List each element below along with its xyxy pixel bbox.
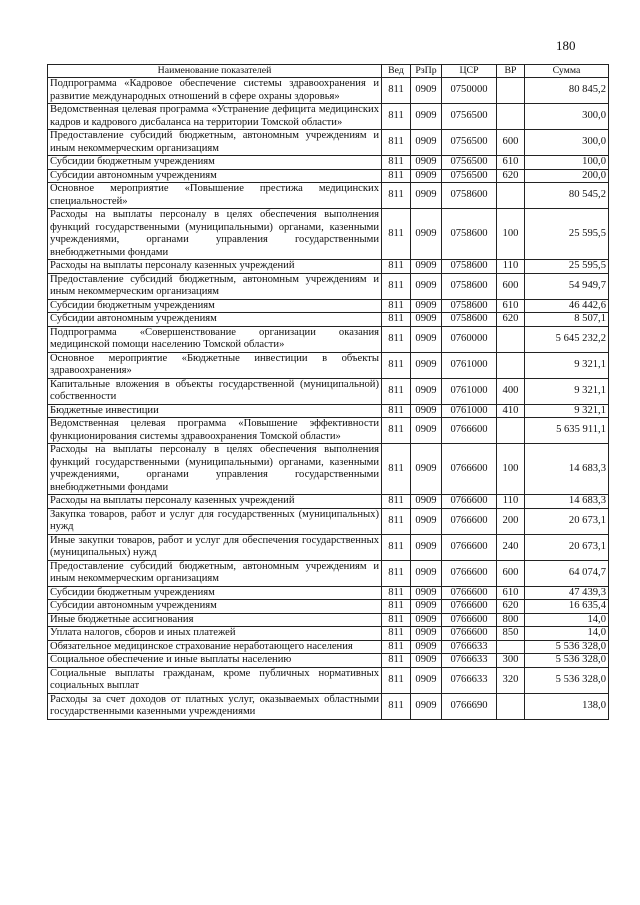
row-csr: 0756500 — [442, 104, 497, 130]
row-vr: 850 — [497, 627, 525, 641]
row-name: Расходы на выплаты персоналу казенных учреждений — [48, 260, 382, 274]
row-vr — [497, 693, 525, 719]
row-name: Ведомственная целевая программа «Устранение дефицита медицинских кадров и кадрового дисбаланса на территории Томской области» — [48, 104, 382, 130]
row-csr: 0761000 — [442, 352, 497, 378]
row-rzpr: 0909 — [411, 313, 442, 327]
header-rzpr: РзПр — [411, 65, 442, 78]
table-row — [48, 299, 609, 313]
row-name: Иные бюджетные ассигнования — [48, 613, 382, 627]
row-vr — [497, 183, 525, 209]
row-csr: 0766633 — [442, 640, 497, 654]
table-row — [48, 209, 609, 260]
row-csr: 0758600 — [442, 273, 497, 299]
row-rzpr: 0909 — [411, 444, 442, 495]
header-csr: ЦСР — [442, 65, 497, 78]
table-row — [48, 627, 609, 641]
row-ved: 811 — [382, 260, 411, 274]
row-sum: 5 536 328,0 — [525, 654, 609, 668]
row-name: Обязательное медицинское страхование неработающего населения — [48, 640, 382, 654]
row-rzpr: 0909 — [411, 130, 442, 156]
row-name: Закупка товаров, работ и услуг для государственных (муниципальных) нужд — [48, 508, 382, 534]
row-csr: 0766600 — [442, 560, 497, 586]
row-ved: 811 — [382, 326, 411, 352]
row-name: Расходы за счет доходов от платных услуг, оказываемых областными государственными казенными учреждениями — [48, 693, 382, 719]
row-ved: 811 — [382, 313, 411, 327]
row-csr: 0758600 — [442, 209, 497, 260]
row-rzpr: 0909 — [411, 183, 442, 209]
table-row — [48, 560, 609, 586]
row-vr: 600 — [497, 560, 525, 586]
row-ved: 811 — [382, 654, 411, 668]
row-sum: 20 673,1 — [525, 508, 609, 534]
table-row — [48, 156, 609, 170]
row-csr: 0766633 — [442, 654, 497, 668]
row-ved: 811 — [382, 156, 411, 170]
row-rzpr: 0909 — [411, 613, 442, 627]
row-rzpr: 0909 — [411, 378, 442, 404]
row-sum: 200,0 — [525, 169, 609, 183]
header-sum: Сумма — [525, 65, 609, 78]
row-name: Расходы на выплаты персоналу в целях обеспечения выполнения функций государственными (муниципальными) органами, казенными учреждениями, органами управления государственными внебюджетными фондами — [48, 209, 382, 260]
budget-table — [47, 64, 609, 720]
row-sum: 300,0 — [525, 130, 609, 156]
row-vr — [497, 418, 525, 444]
table-row — [48, 183, 609, 209]
row-ved: 811 — [382, 534, 411, 560]
row-csr: 0766600 — [442, 627, 497, 641]
row-vr: 110 — [497, 495, 525, 509]
row-name: Субсидии автономным учреждениям — [48, 169, 382, 183]
table-row — [48, 378, 609, 404]
row-name: Субсидии бюджетным учреждениям — [48, 586, 382, 600]
row-sum: 20 673,1 — [525, 534, 609, 560]
row-csr: 0766633 — [442, 667, 497, 693]
row-ved: 811 — [382, 273, 411, 299]
table-row — [48, 613, 609, 627]
row-name: Капитальные вложения в объекты государственной (муниципальной) собственности — [48, 378, 382, 404]
table-body — [48, 78, 609, 720]
table-row — [48, 260, 609, 274]
row-vr: 600 — [497, 273, 525, 299]
row-sum: 16 635,4 — [525, 600, 609, 614]
table-row — [48, 508, 609, 534]
row-sum: 80 545,2 — [525, 183, 609, 209]
row-vr: 100 — [497, 209, 525, 260]
row-sum: 14,0 — [525, 627, 609, 641]
row-vr — [497, 352, 525, 378]
header-vr: ВР — [497, 65, 525, 78]
row-sum: 25 595,5 — [525, 260, 609, 274]
row-vr: 600 — [497, 130, 525, 156]
table-row — [48, 654, 609, 668]
row-vr: 610 — [497, 156, 525, 170]
row-csr: 0766600 — [442, 444, 497, 495]
row-csr: 0766600 — [442, 495, 497, 509]
table-row — [48, 130, 609, 156]
row-vr: 610 — [497, 299, 525, 313]
row-name: Основное мероприятие «Повышение престижа медицинских специальностей» — [48, 183, 382, 209]
row-csr: 0760000 — [442, 326, 497, 352]
table-row — [48, 169, 609, 183]
row-name: Социальное обеспечение и иные выплаты населению — [48, 654, 382, 668]
row-csr: 0761000 — [442, 404, 497, 418]
row-vr: 410 — [497, 404, 525, 418]
row-csr: 0766600 — [442, 534, 497, 560]
table-row — [48, 273, 609, 299]
row-vr: 300 — [497, 654, 525, 668]
row-sum: 9 321,1 — [525, 378, 609, 404]
row-vr: 610 — [497, 586, 525, 600]
row-csr: 0766600 — [442, 613, 497, 627]
row-rzpr: 0909 — [411, 693, 442, 719]
row-ved: 811 — [382, 378, 411, 404]
row-ved: 811 — [382, 586, 411, 600]
row-ved: 811 — [382, 209, 411, 260]
row-rzpr: 0909 — [411, 299, 442, 313]
row-name: Субсидии бюджетным учреждениям — [48, 156, 382, 170]
row-ved: 811 — [382, 352, 411, 378]
row-name: Бюджетные инвестиции — [48, 404, 382, 418]
row-sum: 9 321,1 — [525, 352, 609, 378]
row-csr: 0758600 — [442, 183, 497, 209]
row-csr: 0761000 — [442, 378, 497, 404]
row-rzpr: 0909 — [411, 326, 442, 352]
row-name: Уплата налогов, сборов и иных платежей — [48, 627, 382, 641]
header-name: Наименование показателей — [48, 65, 382, 78]
row-csr: 0766600 — [442, 600, 497, 614]
table-header-row — [48, 65, 609, 78]
row-vr: 620 — [497, 600, 525, 614]
row-rzpr: 0909 — [411, 104, 442, 130]
row-vr: 320 — [497, 667, 525, 693]
row-rzpr: 0909 — [411, 667, 442, 693]
row-vr — [497, 104, 525, 130]
header-ved: Вед — [382, 65, 411, 78]
table-row — [48, 534, 609, 560]
row-csr: 0756500 — [442, 169, 497, 183]
row-ved: 811 — [382, 183, 411, 209]
table-row — [48, 586, 609, 600]
row-vr: 240 — [497, 534, 525, 560]
row-ved: 811 — [382, 104, 411, 130]
table-row — [48, 495, 609, 509]
row-ved: 811 — [382, 404, 411, 418]
row-rzpr: 0909 — [411, 273, 442, 299]
row-vr: 200 — [497, 508, 525, 534]
row-sum: 54 949,7 — [525, 273, 609, 299]
row-sum: 5 645 232,2 — [525, 326, 609, 352]
row-vr: 620 — [497, 313, 525, 327]
row-name: Предоставление субсидий бюджетным, автономным учреждениям и иным некоммерческим организациям — [48, 273, 382, 299]
row-csr: 0766600 — [442, 418, 497, 444]
row-ved: 811 — [382, 130, 411, 156]
row-sum: 14,0 — [525, 613, 609, 627]
row-name: Иные закупки товаров, работ и услуг для обеспечения государственных (муниципальных) нужд — [48, 534, 382, 560]
row-name: Ведомственная целевая программа «Повышение эффективности функционирования системы здравоохранения Томской области» — [48, 418, 382, 444]
row-ved: 811 — [382, 667, 411, 693]
row-ved: 811 — [382, 600, 411, 614]
row-ved: 811 — [382, 418, 411, 444]
table-row — [48, 326, 609, 352]
row-vr — [497, 640, 525, 654]
row-vr: 110 — [497, 260, 525, 274]
table-row — [48, 313, 609, 327]
table-row — [48, 600, 609, 614]
row-name: Субсидии автономным учреждениям — [48, 600, 382, 614]
row-rzpr: 0909 — [411, 495, 442, 509]
table-row — [48, 352, 609, 378]
row-rzpr: 0909 — [411, 627, 442, 641]
table-row — [48, 78, 609, 104]
row-ved: 811 — [382, 78, 411, 104]
row-rzpr: 0909 — [411, 404, 442, 418]
row-rzpr: 0909 — [411, 640, 442, 654]
row-ved: 811 — [382, 627, 411, 641]
row-csr: 0766600 — [442, 508, 497, 534]
row-vr — [497, 78, 525, 104]
row-sum: 14 683,3 — [525, 444, 609, 495]
row-ved: 811 — [382, 169, 411, 183]
row-rzpr: 0909 — [411, 508, 442, 534]
table-row — [48, 404, 609, 418]
row-vr: 400 — [497, 378, 525, 404]
row-csr: 0756500 — [442, 156, 497, 170]
row-name: Расходы на выплаты персоналу в целях обеспечения выполнения функций государственными (муниципальными) органами, казенными учреждениями, органами управления государственными внебюджетными фондами — [48, 444, 382, 495]
row-sum: 300,0 — [525, 104, 609, 130]
row-rzpr: 0909 — [411, 260, 442, 274]
row-sum: 100,0 — [525, 156, 609, 170]
row-sum: 8 507,1 — [525, 313, 609, 327]
row-name: Субсидии автономным учреждениям — [48, 313, 382, 327]
row-name: Подпрограмма «Совершенствование организации оказания медицинской помощи населению Томской области» — [48, 326, 382, 352]
table-row — [48, 418, 609, 444]
page-number: 180 — [556, 38, 576, 53]
row-sum: 5 635 911,1 — [525, 418, 609, 444]
row-name: Социальные выплаты гражданам, кроме публичных нормативных социальных выплат — [48, 667, 382, 693]
row-csr: 0758600 — [442, 313, 497, 327]
row-vr — [497, 326, 525, 352]
row-ved: 811 — [382, 508, 411, 534]
row-name: Подпрограмма «Кадровое обеспечение системы здравоохранения и развитие международных отношений в сфере охраны здоровья» — [48, 78, 382, 104]
row-sum: 64 074,7 — [525, 560, 609, 586]
row-vr: 100 — [497, 444, 525, 495]
table-row — [48, 104, 609, 130]
row-csr: 0766600 — [442, 586, 497, 600]
row-name: Предоставление субсидий бюджетным, автономным учреждениям и иным некоммерческим организациям — [48, 130, 382, 156]
row-vr: 620 — [497, 169, 525, 183]
row-rzpr: 0909 — [411, 209, 442, 260]
row-csr: 0766690 — [442, 693, 497, 719]
row-sum: 5 536 328,0 — [525, 640, 609, 654]
row-sum: 14 683,3 — [525, 495, 609, 509]
row-sum: 9 321,1 — [525, 404, 609, 418]
row-rzpr: 0909 — [411, 534, 442, 560]
row-ved: 811 — [382, 444, 411, 495]
table-row — [48, 640, 609, 654]
row-sum: 25 595,5 — [525, 209, 609, 260]
row-ved: 811 — [382, 693, 411, 719]
row-name: Субсидии бюджетным учреждениям — [48, 299, 382, 313]
row-ved: 811 — [382, 613, 411, 627]
row-rzpr: 0909 — [411, 418, 442, 444]
row-ved: 811 — [382, 495, 411, 509]
row-name: Предоставление субсидий бюджетным, автономным учреждениям и иным некоммерческим организациям — [48, 560, 382, 586]
row-vr: 800 — [497, 613, 525, 627]
row-rzpr: 0909 — [411, 600, 442, 614]
row-ved: 811 — [382, 560, 411, 586]
row-ved: 811 — [382, 640, 411, 654]
row-sum: 5 536 328,0 — [525, 667, 609, 693]
row-rzpr: 0909 — [411, 78, 442, 104]
row-name: Основное мероприятие «Бюджетные инвестиции в объекты здравоохранения» — [48, 352, 382, 378]
table-row — [48, 667, 609, 693]
row-rzpr: 0909 — [411, 560, 442, 586]
row-csr: 0758600 — [442, 299, 497, 313]
row-sum: 47 439,3 — [525, 586, 609, 600]
row-csr: 0758600 — [442, 260, 497, 274]
row-rzpr: 0909 — [411, 156, 442, 170]
row-rzpr: 0909 — [411, 352, 442, 378]
row-sum: 138,0 — [525, 693, 609, 719]
row-rzpr: 0909 — [411, 169, 442, 183]
table-row — [48, 693, 609, 719]
row-sum: 80 845,2 — [525, 78, 609, 104]
row-rzpr: 0909 — [411, 654, 442, 668]
table-row — [48, 444, 609, 495]
row-name: Расходы на выплаты персоналу казенных учреждений — [48, 495, 382, 509]
row-sum: 46 442,6 — [525, 299, 609, 313]
row-ved: 811 — [382, 299, 411, 313]
row-csr: 0750000 — [442, 78, 497, 104]
row-rzpr: 0909 — [411, 586, 442, 600]
row-csr: 0756500 — [442, 130, 497, 156]
